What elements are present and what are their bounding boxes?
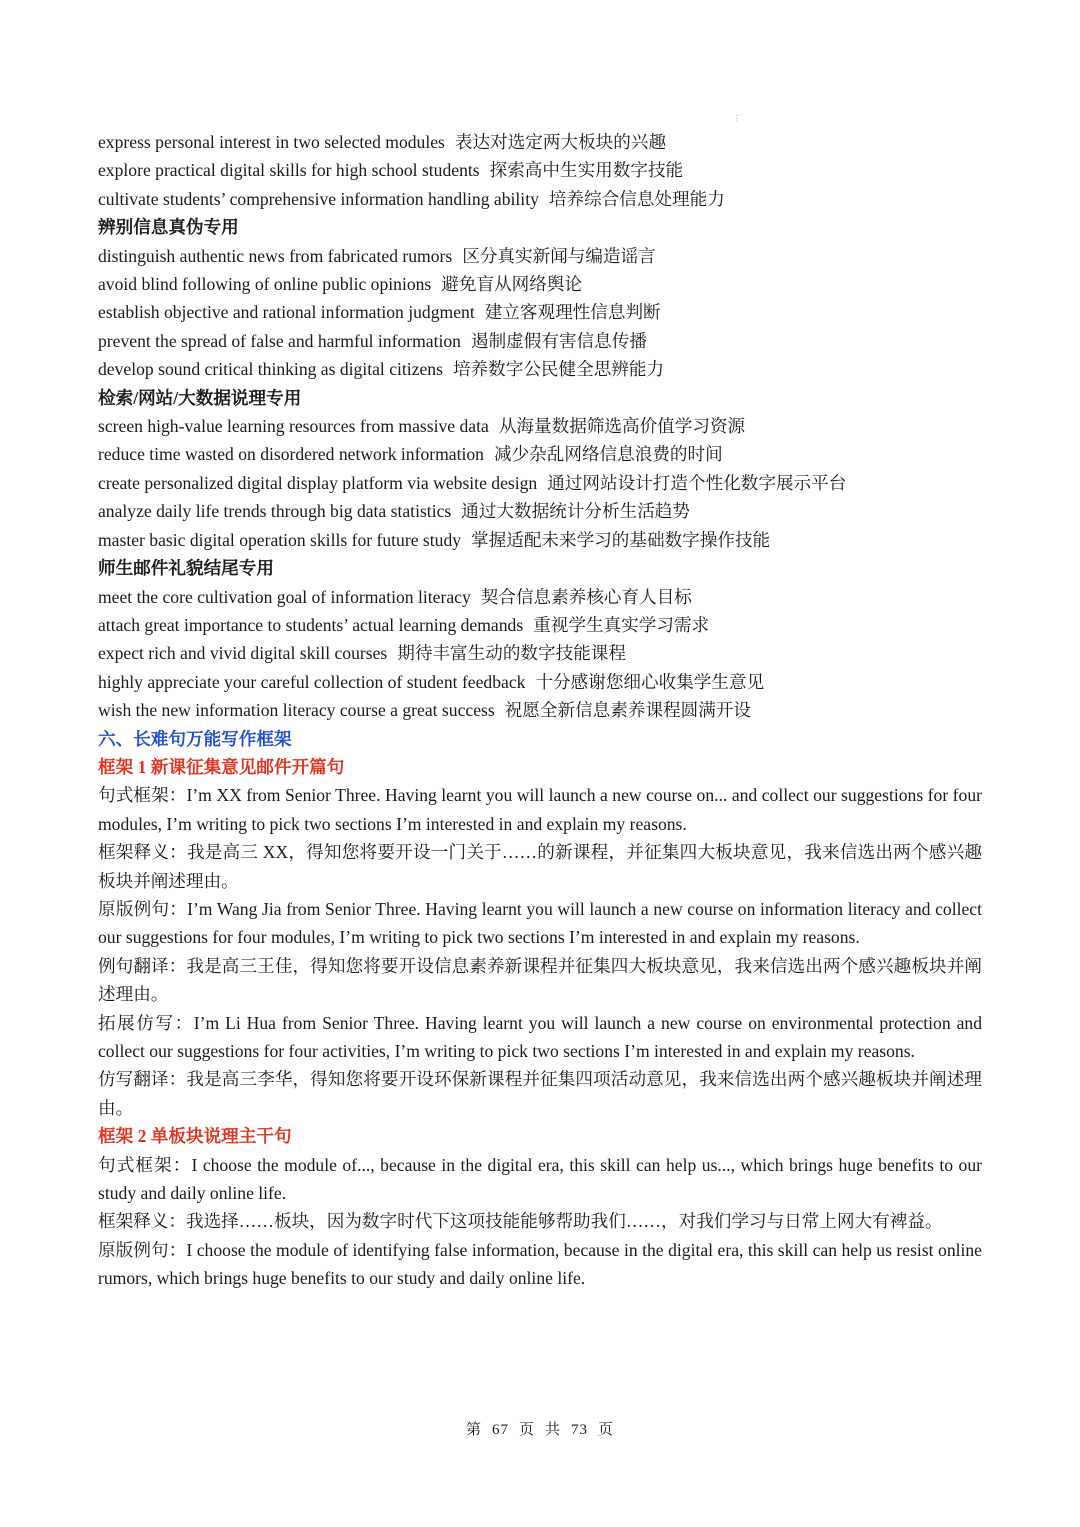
page-number: 67 — [491, 1422, 509, 1438]
group-heading: 辨别信息真伪专用 — [98, 217, 239, 238]
framework-pattern: 句式框架：I’m XX from Senior Three. Having learnt you will launch a new course on... and collect our suggestions for four modules, I’m writing to pick two sections I’m interested in and explain my reasons. — [98, 785, 982, 834]
framework-pattern: 句式框架：I choose the module of..., because in the digital era, this skill can help us..., which brings huge benefits to our study and daily online life. — [98, 1154, 982, 1204]
document-page — [98, 128, 982, 1293]
framework-title: 框架 2 单板块说理主干句 — [98, 1126, 292, 1147]
top-mark: ⋮ — [733, 114, 741, 123]
phrase-item: meet the core cultivation goal of information literacy 契合信息素养核心育人目标 — [98, 586, 692, 607]
group-heading: 师生邮件礼貌结尾专用 — [98, 558, 274, 579]
imitation-translation: 仿写翻译：我是高三李华，得知您将要开设环保新课程并征集四项活动意见，我来信选出两个感兴趣板块并阐述理由。 — [98, 1069, 982, 1118]
phrase-item: prevent the spread of false and harmful information 遏制虚假有害信息传播 — [98, 330, 647, 351]
framework-explanation: 框架释义：我选择……板块，因为数字时代下这项技能能够帮助我们……，对我们学习与日常上网大有裨益。 — [98, 1211, 943, 1232]
total-pages: 73 — [571, 1422, 589, 1438]
phrase-item: screen high-value learning resources from massive data 从海量数据筛选高价值学习资源 — [98, 416, 746, 437]
original-example: 原版例句：I’m Wang Jia from Senior Three. Having learnt you will launch a new course on information literacy and collect our suggestions for four modules, I’m writing to pick two sections I’m interested in and explain my reasons. — [98, 898, 982, 948]
phrase-item: analyze daily life trends through big data statistics 通过大数据统计分析生活趋势 — [98, 501, 690, 522]
phrase-item: avoid blind following of online public opinions 避免盲从网络舆论 — [98, 274, 583, 295]
group-heading: 检索/网站/大数据说理专用 — [98, 387, 302, 408]
phrase-item: expect rich and vivid digital skill courses 期待丰富生动的数字技能课程 — [98, 643, 626, 664]
phrase-item: develop sound critical thinking as digital citizens 培养数字公民健全思辨能力 — [98, 359, 665, 380]
phrase-item: express personal interest in two selected modules 表达对选定两大板块的兴趣 — [98, 132, 667, 152]
framework-title: 框架 1 新课征集意见邮件开篇句 — [98, 756, 345, 777]
phrase-item: establish objective and rational information judgment 建立客观理性信息判断 — [98, 302, 661, 323]
extended-imitation: 拓展仿写：I’m Li Hua from Senior Three. Having learnt you will launch a new course on environmental protection and collect our suggestions for four activities, I’m writing to pick two sections I’m interested in and explain my reasons. — [98, 1012, 982, 1061]
phrase-item: create personalized digital display platform via website design 通过网站设计打造个性化数字展示平台 — [98, 472, 847, 493]
phrase-item: attach great importance to students’ actual learning demands 重视学生真实学习需求 — [98, 614, 710, 635]
original-example: 原版例句：I choose the module of identifying false information, because in the digital era, this skill can help us resist online rumors, which brings huge benefits to our study and daily online life. — [98, 1239, 982, 1289]
phrase-item: reduce time wasted on disordered network information 减少杂乱网络信息浪费的时间 — [98, 444, 723, 465]
phrase-item: cultivate students’ comprehensive information handling ability 培养综合信息处理能力 — [98, 188, 725, 209]
example-translation: 例句翻译：我是高三王佳，得知您将要开设信息素养新课程并征集四大板块意见，我来信选出两个感兴趣板块并阐述理由。 — [98, 955, 982, 1005]
phrase-item: highly appreciate your careful collection of student feedback 十分感谢您细心收集学生意见 — [98, 671, 765, 692]
section-title: 六、长难句万能写作框架 — [98, 728, 292, 749]
page-footer: 第 67 页 共 73 页 — [465, 1422, 615, 1438]
framework-explanation: 框架释义：我是高三 XX，得知您将要开设一门关于……的新课程，并征集四大板块意见，我来信选出两个感兴趣板块并阐述理由。 — [98, 842, 982, 891]
phrase-item: wish the new information literacy course a great success 祝愿全新信息素养课程圆满开设 — [98, 700, 752, 721]
phrase-item: master basic digital operation skills for future study 掌握适配未来学习的基础数字操作技能 — [98, 529, 771, 550]
phrase-item: explore practical digital skills for high school students 探索高中生实用数字技能 — [98, 160, 684, 181]
phrase-item: distinguish authentic news from fabricated rumors 区分真实新闻与编造谣言 — [98, 245, 656, 266]
